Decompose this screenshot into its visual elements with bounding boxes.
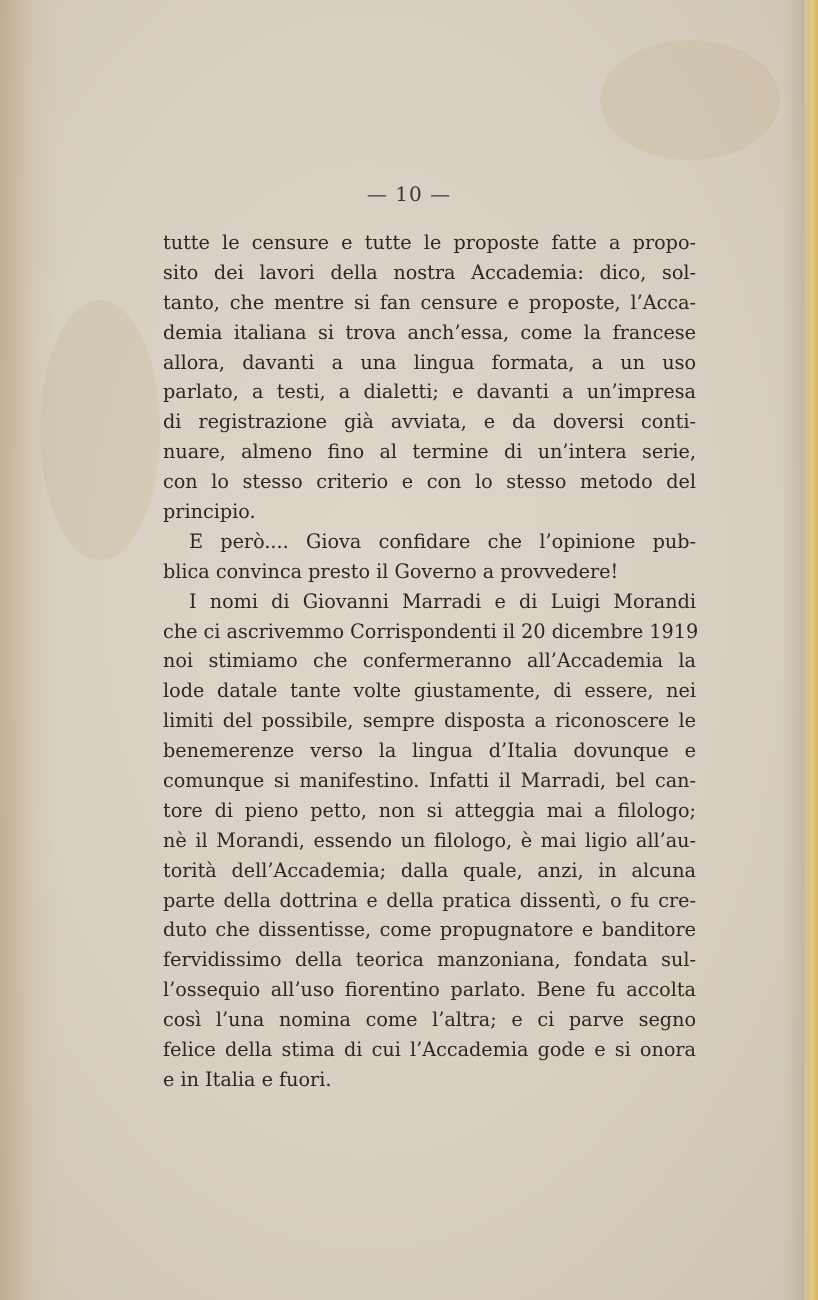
text-line: nè il Morandi, essendo un filologo, è mai ligio all’au- xyxy=(163,828,696,852)
text-line: lode datale tante volte giustamente, di essere, nei xyxy=(163,679,696,703)
text-line: allora, davanti a una lingua formata, a un uso xyxy=(163,350,696,374)
paper-stain xyxy=(40,300,160,560)
text-line: demia italiana si trova anch’essa, come la francese xyxy=(163,320,696,344)
paper-stain xyxy=(600,40,780,160)
text-line: felice della stima di cui l’Accademia gode e si onora xyxy=(163,1038,696,1062)
text-line: di registrazione già avviata, e da doversi conti- xyxy=(163,410,696,434)
text-line: parte della dottrina e della pratica dissentì, o fu cre- xyxy=(163,888,696,912)
text-line: limiti del possibile, sempre disposta a riconoscere le xyxy=(163,709,696,733)
text-line: I nomi di Giovanni Marradi e di Luigi Morandi xyxy=(189,589,696,613)
text-line: tanto, che mentre si fan censure e proposte, l’Acca- xyxy=(163,290,696,314)
text-line: duto che dissentisse, come propugnatore e banditore xyxy=(163,918,696,942)
text-line: che ci ascrivemmo Corrispondenti il 20 dicembre 1919 xyxy=(163,619,699,643)
body-text xyxy=(163,228,699,1095)
text-line: tutte le censure e tutte le proposte fatte a propo- xyxy=(163,231,696,254)
text-line: fervidissimo della teorica manzoniana, fondata sul- xyxy=(163,948,696,972)
text-line: blica convinca presto il Governo a provvedere! xyxy=(163,559,619,583)
text-line: noi stimiamo che confermeranno all’Accademia la xyxy=(163,649,696,673)
text-line: comunque si manifestino. Infatti il Marradi, bel can- xyxy=(163,769,696,793)
text-line: parlato, a testi, a dialetti; e davanti a un’impresa xyxy=(163,380,696,404)
text-line: sito dei lavori della nostra Accademia: dico, sol- xyxy=(163,260,696,284)
text-line: E però.... Giova confidare che l’opinione pub- xyxy=(189,529,696,553)
text-line: l’ossequio all’uso fiorentino parlato. Bene fu accolta xyxy=(163,978,696,1002)
text-line: e in Italia e fuori. xyxy=(163,1067,332,1091)
text-line: così l’una nomina come l’altra; e ci parve segno xyxy=(163,1008,696,1032)
text-line: con lo stesso criterio e con lo stesso metodo del xyxy=(163,470,696,494)
text-line: torità dell’Accademia; dalla quale, anzi, in alcuna xyxy=(163,858,696,882)
text-line: tore di pieno petto, non si atteggia mai a filologo; xyxy=(163,798,696,822)
text-line: nuare, almeno fino al termine di un’intera serie, xyxy=(163,440,696,464)
text-line: principio. xyxy=(163,500,256,524)
page-number: — 10 — xyxy=(366,182,452,206)
text-line: benemerenze verso la lingua d’Italia dovunque e xyxy=(163,739,696,763)
